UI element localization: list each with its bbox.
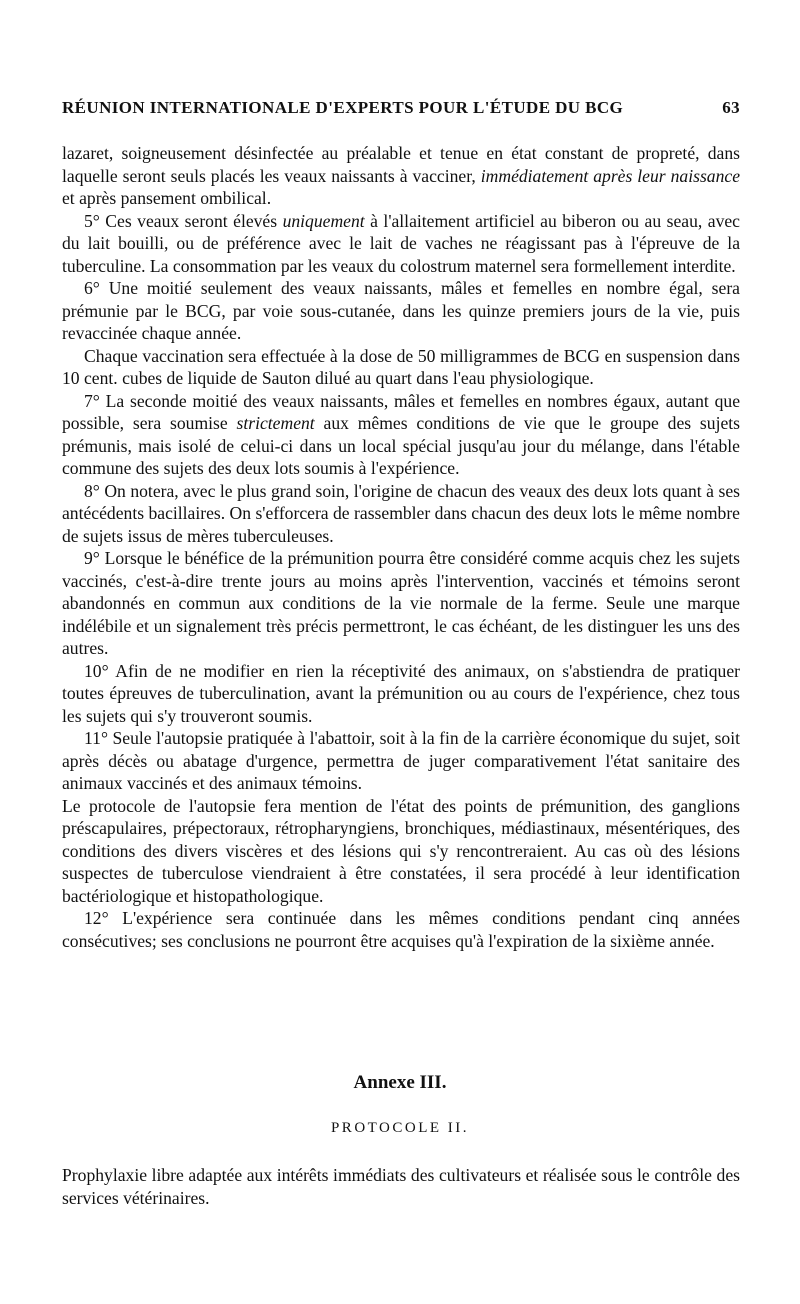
running-header-title: RÉUNION INTERNATIONALE D'EXPERTS POUR L'ÉTUDE DU BCG xyxy=(62,98,624,117)
paragraph-11: 11° Seule l'autopsie pratiquée à l'abattoir, soit à la fin de la carrière économique du sujet, soit après décès ou abatage d'urgence, permettra de juger comparativement l'état sanitaire des animaux vaccinés et des animaux témoins. xyxy=(62,728,740,793)
emphasis-text: strictement xyxy=(236,413,315,433)
main-text xyxy=(62,142,740,952)
emphasis-text: immédiatement après leur naissance xyxy=(480,165,740,186)
paragraph-9: 9° Lorsque le bénéfice de la prémunition pourra être considéré comme acquis chez les sujets vaccinés, c'est-à-dire trente jours au moins après l'intervention, vaccinés et témoins seront abandonnés en commun aux conditions de la vie normale de la ferme. Seule une marque indélébile et un signalement très précis permettront, le cas échéant, de les distinguer les uns des autres. xyxy=(62,548,740,658)
paragraph-10: 10° Afin de ne modifier en rien la réceptivité des animaux, on s'abstiendra de pratiquer toutes épreuves de tuberculination, avant la prémunition ou au cours de l'expérience, chez tous les sujets qui s'y trouveront soumis. xyxy=(62,660,740,726)
paragraph-continuation: lazaret, soigneusement désinfectée au préalable et tenue en état constant de propreté, dans laquelle seront seuls placés les veaux naissants à vacciner, immédiatement après leur naissance et après pansement ombilical. xyxy=(62,143,740,208)
running-header xyxy=(62,98,740,118)
paragraph-8: 8° On notera, avec le plus grand soin, l'origine de chacun des veaux des deux lots quant à ses antécédents bacillaires. On s'efforcera de rassembler dans chacun des deux lots le même nombre de sujets issus de mères tuberculeuses. xyxy=(62,480,740,546)
emphasis-text: uniquement xyxy=(282,210,365,231)
paragraph-6: 6° Une moitié seulement des veaux naissants, mâles et femelles en nombre égal, sera prémunie par le BCG, par voie sous-cutanée, dans les quinze premiers jours de la vie, puis revaccinée chaque année. xyxy=(62,278,740,343)
paragraph-7: 7° La seconde moitié des veaux naissants, mâles et femelles en nombres égaux, autant que possible, sera soumise strictement aux mêmes conditions de vie que le groupe des sujets prémunis, mais isolé de celui-ci dans un local spécial jusqu'au jour du mélange, dans l'étable commune des sujets des deux lots soumis à l'expérience. xyxy=(62,390,740,478)
prophylaxie-paragraph: Prophylaxie libre adaptée aux intérêts immédiats des cultivateurs et réalisée sous le contrôle des services vétérinaires. xyxy=(62,1165,740,1208)
paragraph-12: 12° L'expérience sera continuée dans les mêmes conditions pendant cinq années consécutives; ses conclusions ne pourront être acquises qu'à l'expiration de la sixième année. xyxy=(62,908,740,951)
protocol-title: PROTOCOLE II. xyxy=(330,1120,470,1136)
paragraph-5: 5° Ces veaux seront élevés uniquement à l'allaitement artificiel au biberon ou au seau, avec du lait bouilli, ou de préférence avec le lait de vaches ne réagissant pas à l'épreuve de la tuberculine. La consommation par les veaux du colostrum maternel sera formellement interdite. xyxy=(62,210,740,276)
paragraph-11-autopsy: Le protocole de l'autopsie fera mention de l'état des points de prémunition, des ganglions préscapulaires, prépectoraux, rétropharyngiens, bronchiques, médiastinaux, mésentériques, des conditions des divers viscères et des lésions qui s'y rencontreraient. Au cas où des lésions suspectes de tuberculose viendraient à être constatées, il sera procédé à leur identification bactériologique et histopathologique. xyxy=(62,795,740,906)
paragraph-6-dose: Chaque vaccination sera effectuée à la dose de 50 milligrammes de BCG en suspension dans 10 cent. cubes de liquide de Sauton dilué au quart dans l'eau physiologique. xyxy=(62,345,740,388)
annex-title: Annexe III. xyxy=(353,1072,447,1093)
page-number: 63 xyxy=(722,98,740,117)
